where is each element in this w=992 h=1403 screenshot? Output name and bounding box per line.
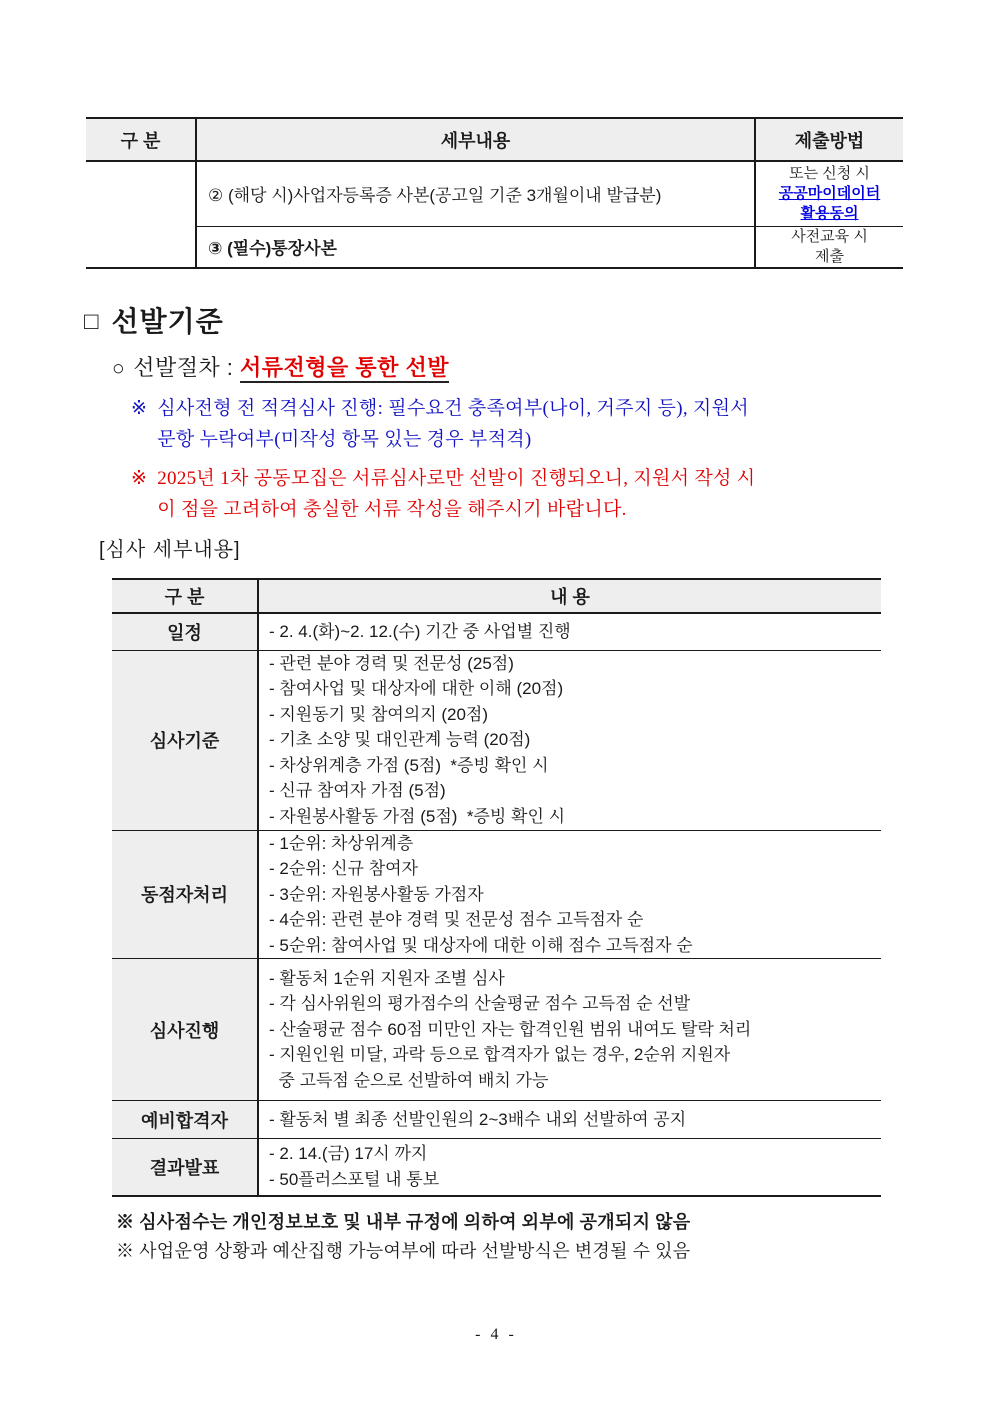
content-line: - 차상위계층 가점 (5점) *증빙 확인 시 <box>269 755 549 775</box>
table-row <box>112 1101 881 1139</box>
content-line: - 4순위: 관련 분야 경력 및 전문성 점수 고득점자 순 <box>269 910 644 929</box>
footnote-line: ※ 사업운영 상황과 예산집행 가능여부에 따라 선발방식은 변경될 수 있음 <box>116 1241 691 1261</box>
reference-mark-icon: ※ <box>131 468 148 489</box>
column-header-method: 제출방법 <box>755 118 903 161</box>
row-label: 일정 <box>112 613 258 650</box>
column-header-category: 구 분 <box>86 118 196 161</box>
content-line: - 3순위: 자원봉사활동 가점자 <box>269 884 484 904</box>
content-line: - 지원동기 및 참여의지 (20점) <box>269 704 489 724</box>
submission-documents-table <box>86 117 903 269</box>
circle-bullet-icon: ○ <box>112 357 126 380</box>
content-line: - 활동처 1순위 지원자 조별 심사 <box>269 968 505 988</box>
column-header-detail: 세부내용 <box>196 118 755 161</box>
content-line: - 자원봉사활동 가점 (5점) *증빙 확인 시 <box>269 806 566 826</box>
table-header-row <box>86 118 903 161</box>
row-content <box>258 613 881 650</box>
row-label: 예비합격자 <box>112 1101 258 1139</box>
table-row <box>86 161 903 226</box>
row-content <box>258 959 881 1101</box>
procedure-label: 선발절차 : <box>133 355 241 380</box>
content-line: - 관련 분야 경력 및 전문성 (25점) <box>269 653 514 673</box>
row-label: 심사진행 <box>112 959 258 1101</box>
footnote-line: ※ 심사점수는 개인정보보호 및 내부 규정에 의하여 외부에 공개되지 않음 <box>116 1212 691 1232</box>
table-row <box>112 613 881 650</box>
eligibility-screening-note <box>131 393 749 455</box>
content-line: - 활동처 별 최종 선발인원의 2~3배수 내외 선발하여 공지 <box>269 1109 687 1129</box>
table-row <box>112 650 881 830</box>
content-line: - 1순위: 차상위계층 <box>269 833 414 853</box>
row-label: 결과발표 <box>112 1139 258 1196</box>
square-bullet-icon: □ <box>84 308 100 335</box>
table-header-row <box>112 579 881 613</box>
note-text: 2025년 1차 공동모집은 서류심사로만 선발이 진행되오니, 지원서 작성 시 이 점을 고려하여 충실한 서류 작성을 해주시기 바랍니다. <box>157 468 756 520</box>
content-line: - 참여사업 및 대상자에 대한 이해 (20점) <box>269 679 564 699</box>
note-text: 심사전형 전 적격심사 진행: 필수요건 충족여부(나이, 거주지 등), 지원서 문항 누락여부(미작성 항목 있는 경우 부적격) <box>157 398 749 450</box>
row-content <box>258 1101 881 1139</box>
selection-procedure-line <box>112 351 449 382</box>
document-screening-note <box>131 463 755 525</box>
detail-cell-bankbook: ③ (필수)통장사본 <box>196 226 755 268</box>
row-content <box>258 830 881 959</box>
content-line: - 2. 14.(금) 17시 까지 <box>269 1144 428 1164</box>
content-line: - 지원인원 미달, 과락 등으로 합격자가 없는 경우, 2순위 지원자 <box>269 1045 731 1065</box>
method-cell-pretraining: 사전교육 시 제출 <box>755 226 903 268</box>
screening-details-table <box>112 578 881 1197</box>
content-line: - 50플러스포털 내 통보 <box>269 1169 440 1189</box>
table-row <box>112 959 881 1101</box>
content-line: - 기초 소양 및 대인관계 능력 (20점) <box>269 730 531 750</box>
table-row <box>112 830 881 959</box>
content-line: - 산술평균 점수 60점 미만인 자는 합격인원 범위 내여도 탈락 처리 <box>269 1019 752 1039</box>
row-content <box>258 1139 881 1196</box>
column-header-content: 내 용 <box>258 579 881 613</box>
content-line: - 신규 참여자 가점 (5점) <box>269 781 446 801</box>
method-cell-mydata <box>755 161 903 226</box>
content-line: - 5순위: 참여사업 및 대상자에 대한 이해 점수 고득점자 순 <box>269 935 693 955</box>
public-mydata-consent-link: 공공마이데이터 활용동의 <box>778 184 881 222</box>
method-plain-text: 또는 신청 시 <box>789 164 870 182</box>
row-label: 심사기준 <box>112 650 258 830</box>
page-number: - 4 - <box>475 1326 517 1343</box>
empty-category-cell <box>86 161 196 268</box>
row-content <box>258 650 881 830</box>
column-header-category: 구 분 <box>112 579 258 613</box>
reference-mark-icon: ※ <box>131 398 148 419</box>
content-line: - 각 심사위원의 평가점수의 산술평균 점수 고득점 순 선발 <box>269 994 691 1014</box>
footnotes <box>116 1208 690 1266</box>
procedure-value-highlight: 서류전형을 통한 선발 <box>240 355 450 380</box>
row-label: 동점자처리 <box>112 830 258 959</box>
content-line: - 2순위: 신규 참여자 <box>269 859 418 878</box>
table-row <box>112 1139 881 1196</box>
detail-cell-business-license: ② (해당 시)사업자등록증 사본(공고일 기준 3개월이내 발급분) <box>196 161 755 226</box>
section-title: 선발기준 <box>111 306 224 337</box>
content-line: 중 고득점 순으로 선발하여 배치 가능 <box>269 1070 549 1090</box>
table-row <box>86 226 903 268</box>
content-line: - 2. 4.(화)~2. 12.(수) 기간 중 사업별 진행 <box>269 622 571 641</box>
screening-details-subheading: [심사 세부내용] <box>99 539 241 561</box>
section-heading-selection-criteria <box>84 300 224 340</box>
